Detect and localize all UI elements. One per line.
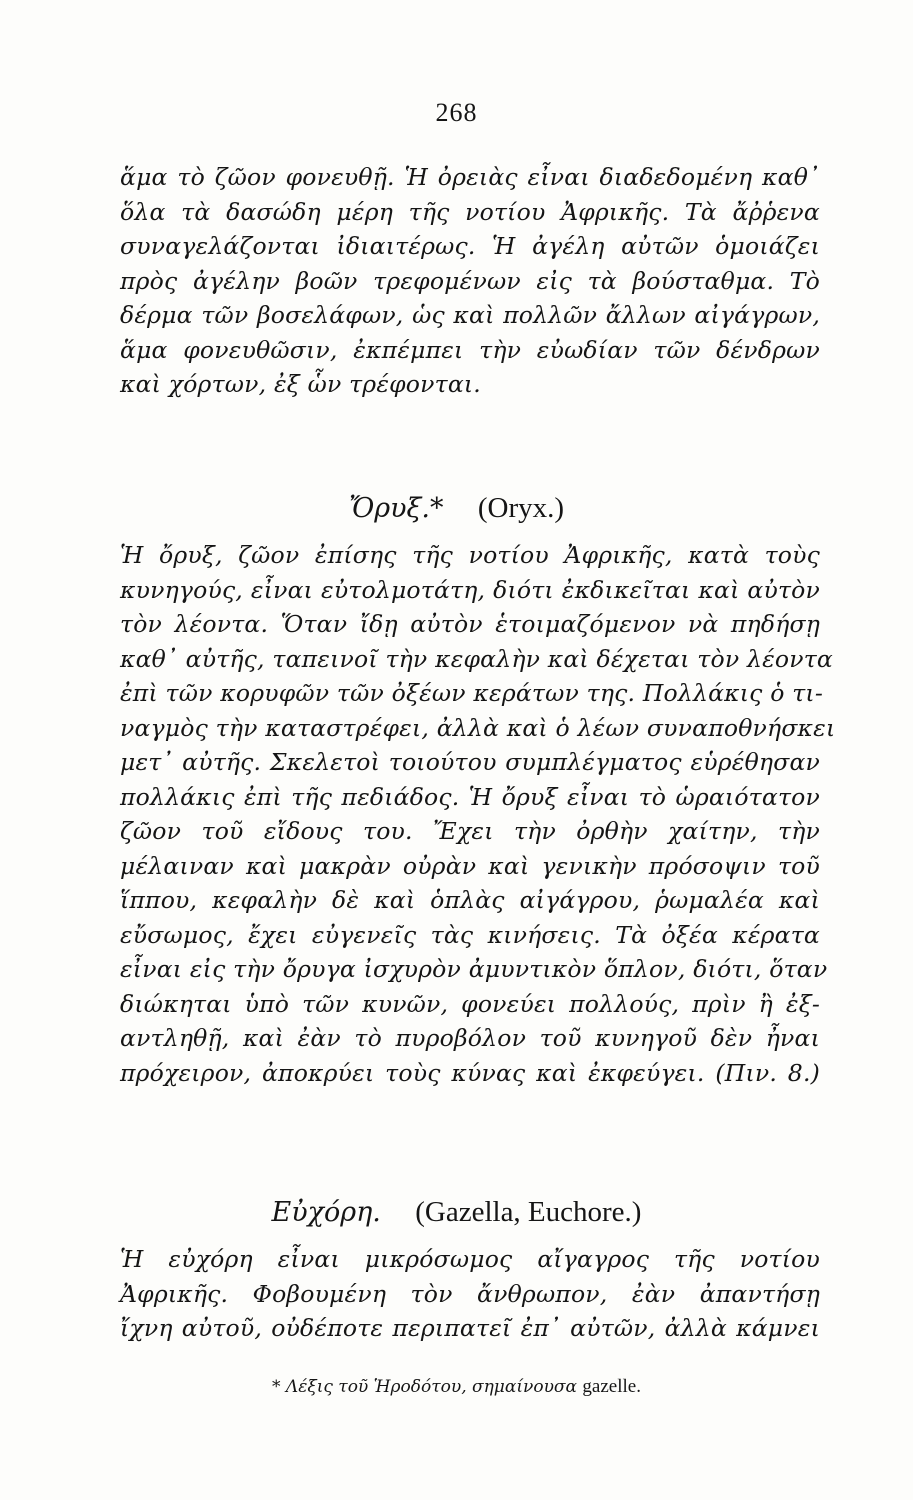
text-line: ναγμὸς τὴν καταστρέφει, ἀλλὰ καὶ ὁ λέων συναποθνήσκει: [120, 713, 836, 742]
paragraph-continuation: [120, 160, 820, 402]
text-line: ἐπὶ τῶν κορυφῶν τῶν ὀξέων κεράτων της. Πολλάκις ὁ τι-: [120, 679, 823, 707]
text-line: Ἡ ὄρυξ, ζῶον ἐπίσης τῆς νοτίου Ἀφρικῆς, κατὰ τοὺς: [120, 541, 820, 569]
text-line: αντληθῇ, καὶ ἐὰν τὸ πυροβόλον τοῦ κυνηγοῦ δὲν ἦναι: [120, 1024, 820, 1052]
section-heading-euchore: [0, 1196, 913, 1229]
heading-greek: Εὐχόρη.: [271, 1197, 381, 1228]
page-number: 268: [435, 98, 478, 127]
text-line: μέλαιναν καὶ μακρὰν οὐρὰν καὶ γενικὴν πρόσοψιν τοῦ: [120, 851, 820, 880]
paragraph-oryx: [120, 538, 836, 1090]
text-line: ὅλα τὰ δασώδη μέρη τῆς νοτίου Ἀφρικῆς. Τὰ ἄῤῥενα: [120, 197, 820, 226]
text-line: τὸν λέοντα. Ὅταν ἴδῃ αὐτὸν ἑτοιμαζόμενον νὰ πηδήσῃ: [120, 610, 820, 638]
heading-greek: Ὄρυξ.*: [348, 493, 444, 524]
text-line: εἶναι εἰς τὴν ὄρυγα ἰσχυρὸν ἀμυντικὸν ὅπλον, διότι, ὅταν: [120, 955, 828, 983]
text-line: ἴχνη αὐτοῦ, οὐδέποτε περιπατεῖ ἐπ᾽ αὐτῶν, ἀλλὰ κάμνει: [120, 1314, 820, 1342]
text-line: δέρμα τῶν βοσελάφων, ὡς καὶ πολλῶν ἄλλων αἰγάγρων,: [120, 301, 820, 329]
section-heading-oryx: [0, 492, 913, 525]
text-line: Ἀφρικῆς. Φοβουμένη τὸν ἄνθρωπον, ἐὰν ἀπαντήσῃ: [120, 1279, 820, 1308]
text-line: καθ᾽ αὐτῆς, ταπεινοῖ τὴν κεφαλὴν καὶ δέχεται τὸν λέοντα: [120, 644, 833, 673]
text-line: πρόχειρον, ἀποκρύει τοὺς κύνας καὶ ἐκφεύγει. (Πιν. 8.): [120, 1058, 820, 1087]
text-line: διώκηται ὑπὸ τῶν κυνῶν, φονεύει πολλούς, πρὶν ἢ ἐξ-: [120, 989, 820, 1018]
text-line: πρὸς ἀγέλην βοῶν τρεφομένων εἰς τὰ βούσταθμα. Τὸ: [120, 266, 820, 295]
footnote-latin: gazelle.: [582, 1376, 641, 1397]
text-line: συναγελάζονται ἰδιαιτέρως. Ἡ ἀγέλη αὐτῶν ὁμοιάζει: [120, 232, 820, 260]
paragraph-euchore: [120, 1242, 820, 1346]
text-line: εὔσωμος, ἔχει εὐγενεῖς τὰς κινήσεις. Τὰ ὀξέα κέρατα: [120, 920, 820, 949]
text-line: ἵππου, κεφαλὴν δὲ καὶ ὁπλὰς αἰγάγρου, ῥωμαλέα καὶ: [120, 886, 820, 914]
heading-latin: (Gazella, Euchore.): [415, 1196, 642, 1228]
text-line: ζῶον τοῦ εἴδους του. Ἔχει τὴν ὀρθὴν χαίτην, τὴν: [120, 817, 820, 845]
text-line: ἅμα φονευθῶσιν, ἐκπέμπει τὴν εὐωδίαν τῶν δένδρων: [120, 335, 820, 364]
text-line: κυνηγούς, εἶναι εὐτολμοτάτη, διότι ἐκδικεῖται καὶ αὐτὸν: [120, 575, 820, 604]
text-line: καὶ χόρτων, ἐξ ὧν τρέφονται.: [120, 370, 481, 398]
footnote-greek: * Λέξις τοῦ Ἡροδότου, σημαίνουσα: [272, 1377, 577, 1397]
text-line: πολλάκις ἐπὶ τῆς πεδιάδος. Ἡ ὄρυξ εἶναι τὸ ὡραιότατον: [120, 782, 820, 811]
heading-latin: (Oryx.): [477, 492, 565, 524]
text-line: μετ᾽ αὐτῆς. Σκελετοὶ τοιούτου συμπλέγματος εὑρέθησαν: [120, 748, 820, 776]
footnote: [0, 1376, 913, 1398]
text-line: Ἡ εὐχόρη εἶναι μικρόσωμος αἴγαγρος τῆς νοτίου: [120, 1245, 820, 1273]
text-line: ἅμα τὸ ζῶον φονευθῇ. Ἡ ὀρειὰς εἶναι διαδεδομένη καθ᾽: [120, 163, 820, 191]
